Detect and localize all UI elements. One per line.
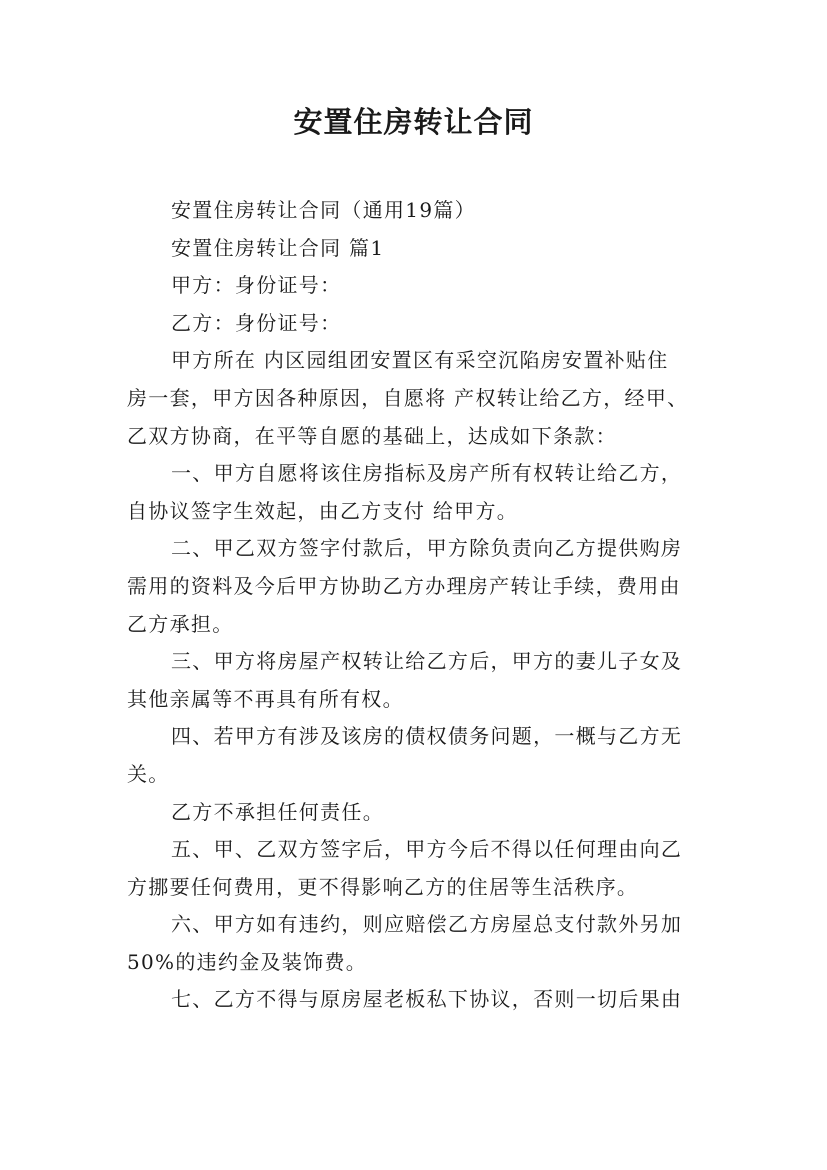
clause-2-line: 需用的资料及今后甲方协助乙方办理房产转让手续，费用由 — [127, 573, 681, 598]
party-b-line: 乙方：身份证号： — [171, 310, 342, 335]
clause-6-line: 50%的违约金及装饰费。 — [127, 949, 368, 974]
document-body — [127, 192, 707, 1019]
clause-2-line: 二、甲乙双方签字付款后，甲方除负责向乙方提供购房 — [171, 536, 683, 561]
clause-4-line: 四、若甲方有涉及该房的债权债务问题，一概与乙方无 — [171, 724, 683, 749]
clause-2-line: 乙方承担。 — [127, 611, 234, 636]
clause-1-line: 一、甲方自愿将该住房指标及房产所有权转让给乙方， — [171, 461, 683, 486]
clause-3-line: 其他亲属等不再具有所有权。 — [127, 686, 404, 711]
document-title: 安置住房转让合同 — [293, 105, 534, 139]
section-heading: 安置住房转让合同 篇1 — [171, 235, 385, 260]
clause-4-line: 关。 — [127, 761, 170, 786]
paragraph-line: 房一套，甲方因各种原因，自愿将 产权转让给乙方，经甲、 — [127, 385, 689, 410]
party-a-line: 甲方：身份证号： — [171, 273, 342, 298]
clause-3-line: 三、甲方将房屋产权转让给乙方后，甲方的妻儿子女及 — [171, 649, 683, 674]
heading-line: 安置住房转让合同（通用19篇） — [171, 198, 476, 222]
clause-5-line: 方挪要任何费用，更不得影响乙方的住居等生活秩序。 — [127, 874, 639, 899]
clause-4-line: 乙方不承担任何责任。 — [171, 799, 384, 824]
clause-6-line: 六、甲方如有违约，则应赔偿乙方房屋总支付款外另加 — [171, 912, 683, 937]
clause-5-line: 五、甲、乙双方签字后，甲方今后不得以任何理由向乙 — [171, 837, 683, 862]
clause-1-line: 自协议签字生效起，由乙方支付 给甲方。 — [127, 498, 519, 523]
clause-7-line: 七、乙方不得与原房屋老板私下协议，否则一切后果由 — [171, 987, 683, 1012]
paragraph-line: 甲方所在 内区园组团安置区有采空沉陷房安置补贴住 — [171, 348, 669, 373]
paragraph-line: 乙双方协商，在平等自愿的基础上，达成如下条款： — [127, 423, 617, 448]
